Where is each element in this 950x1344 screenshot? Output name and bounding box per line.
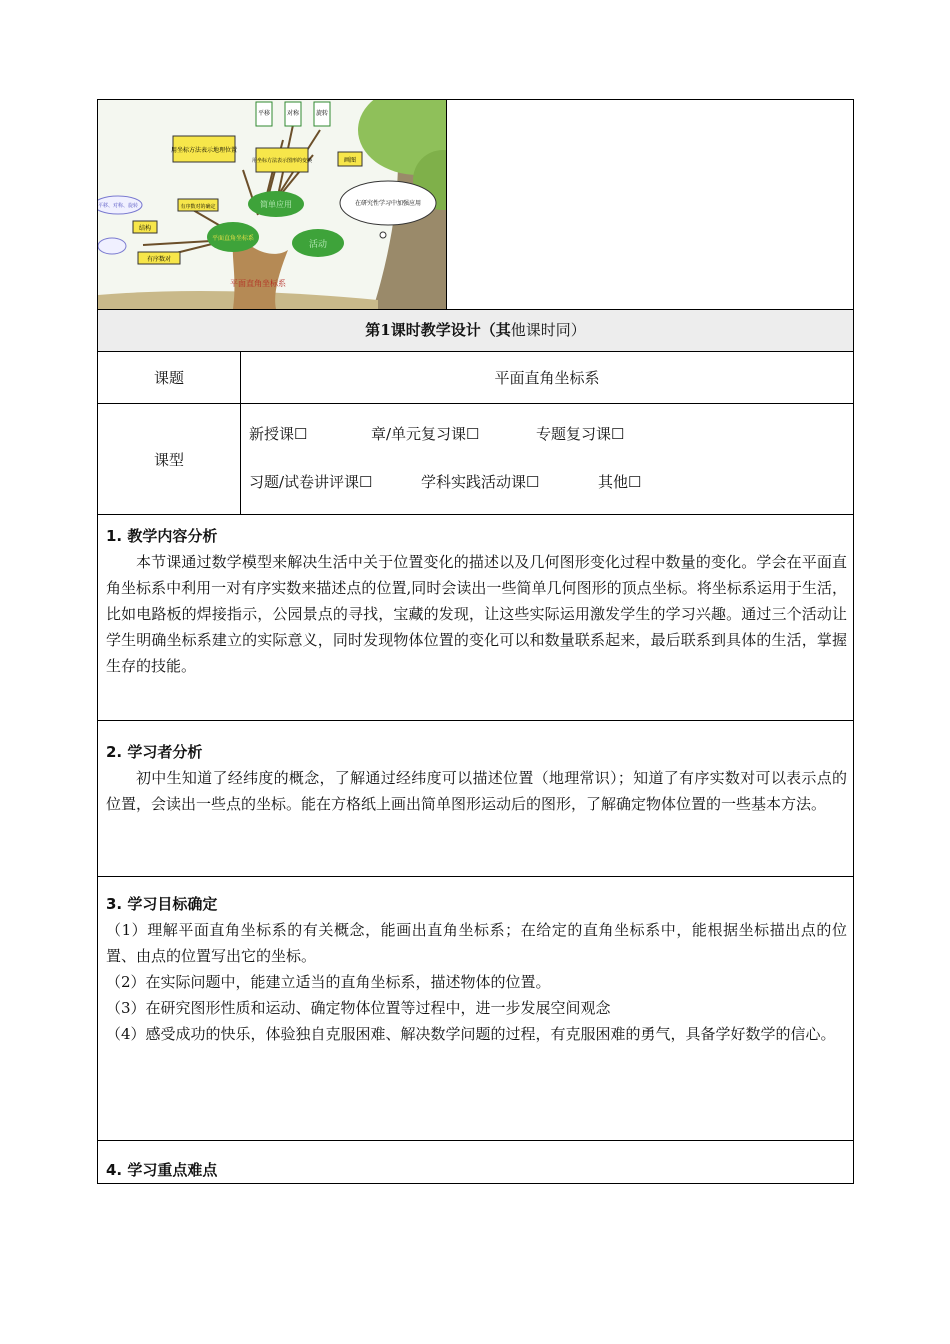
label-trunk: 平面直角坐标系 [230, 279, 286, 288]
section-content-analysis [98, 515, 854, 721]
option-unit-review[interactable]: 章/单元复习课☐ [371, 425, 480, 443]
lesson-type-row-1 [249, 418, 843, 466]
section-learning-objectives [98, 877, 854, 1141]
lesson-type-row-2 [249, 466, 843, 514]
section-key-points [98, 1141, 854, 1184]
option-exercise-review[interactable]: 习题/试卷讲评课☐ [249, 473, 373, 491]
label-ordered-pair-confirm: 有序数对的确定 [180, 204, 216, 210]
section-4-title: 4. 学习重点难点 [106, 1161, 218, 1179]
label-translate: 平移 [257, 110, 271, 117]
label-draw: 画图 [343, 157, 357, 164]
section-1-body: 本节课通过数学模型来解决生活中关于位置变化的描述以及几何图形变化过程中数量的变化。学会在平面直角坐标系中利用一对有序实数来描述点的位置,同时会读出一些简单几何图形的顶点坐标。将坐标系运用于生活，比如电路板的焊接指示，公园景点的寻找，宝藏的发现，让这些实际运用激发学生的学习兴趣。通过三个活动让学生明确坐标系建立的实际意义，同时发现物体位置的变化可以和数量联系起来，最后联系到具体的生活，掌握生存的技能。 [106, 553, 847, 675]
objective-item-3: （3）在研究图形性质和运动、确定物体位置等过程中，进一步发展空间观念 [106, 999, 611, 1017]
label-research: 在研究性学习中加强应用 [354, 200, 422, 207]
section-1-title: 1. 教学内容分析 [106, 527, 218, 545]
objective-item-1: （1）理解平面直角坐标系的有关概念，能画出直角坐标系；在给定的直角坐标系中，能根据坐标描出点的位置、由点的位置写出它的坐标。 [106, 921, 847, 965]
topic-label: 课题 [98, 352, 241, 404]
section-3-title: 3. 学习目标确定 [106, 895, 218, 913]
objective-item-2: （2）在实际问题中，能建立适当的直角坐标系，描述物体的位置。 [106, 973, 551, 991]
option-other[interactable]: 其他☐ [598, 473, 642, 491]
objective-item-4: （4）感受成功的快乐，体验独自克服困难、解决数学问题的过程，有克服困难的勇气，具备学好数学的信心。 [106, 1025, 836, 1043]
lesson-banner [98, 310, 854, 352]
label-symmetry: 对称 [286, 110, 300, 117]
label-concept: 平面直角坐标系 [211, 235, 255, 242]
label-structure: 结构 [138, 225, 152, 232]
label-left-note: 平移、对称、旋转 [98, 203, 139, 209]
option-topic-review[interactable]: 专题复习课☐ [536, 425, 625, 443]
label-ordered-pair: 有序数对 [146, 256, 172, 263]
option-new-lesson[interactable]: 新授课☐ [249, 425, 308, 443]
header-image-cell [98, 100, 854, 310]
section-2-body: 初中生知道了经纬度的概念，了解通过经纬度可以描述位置（地理常识）；知道了有序实数对可以表示点的位置，会读出一些点的坐标。能在方格纸上画出简单图形运动后的图形，了解确定物体位置的一些基本方法。 [106, 769, 847, 813]
lesson-design-document [97, 99, 853, 1184]
lesson-design-table [97, 99, 854, 1184]
label-rotate: 旋转 [315, 110, 329, 117]
banner-normal: 他课时同） [510, 321, 586, 339]
label-activity: 活动 [308, 240, 328, 250]
option-practice-activity[interactable]: 学科实践活动课☐ [421, 473, 540, 491]
label-simple-apply: 简单应用 [260, 200, 292, 209]
section-2-title: 2. 学习者分析 [106, 743, 203, 761]
label-map-position: 用坐标方法表示地理位置 [170, 147, 238, 154]
lesson-type-options [241, 404, 854, 515]
topic-value: 平面直角坐标系 [241, 352, 854, 404]
label-transform: 用坐标方法表示图形的变换 [251, 158, 313, 164]
section-learner-analysis [98, 721, 854, 877]
knowledge-tree-image [98, 100, 447, 309]
banner-bold: 第1课时教学设计（其 [365, 321, 511, 339]
lesson-type-label: 课型 [98, 404, 241, 515]
